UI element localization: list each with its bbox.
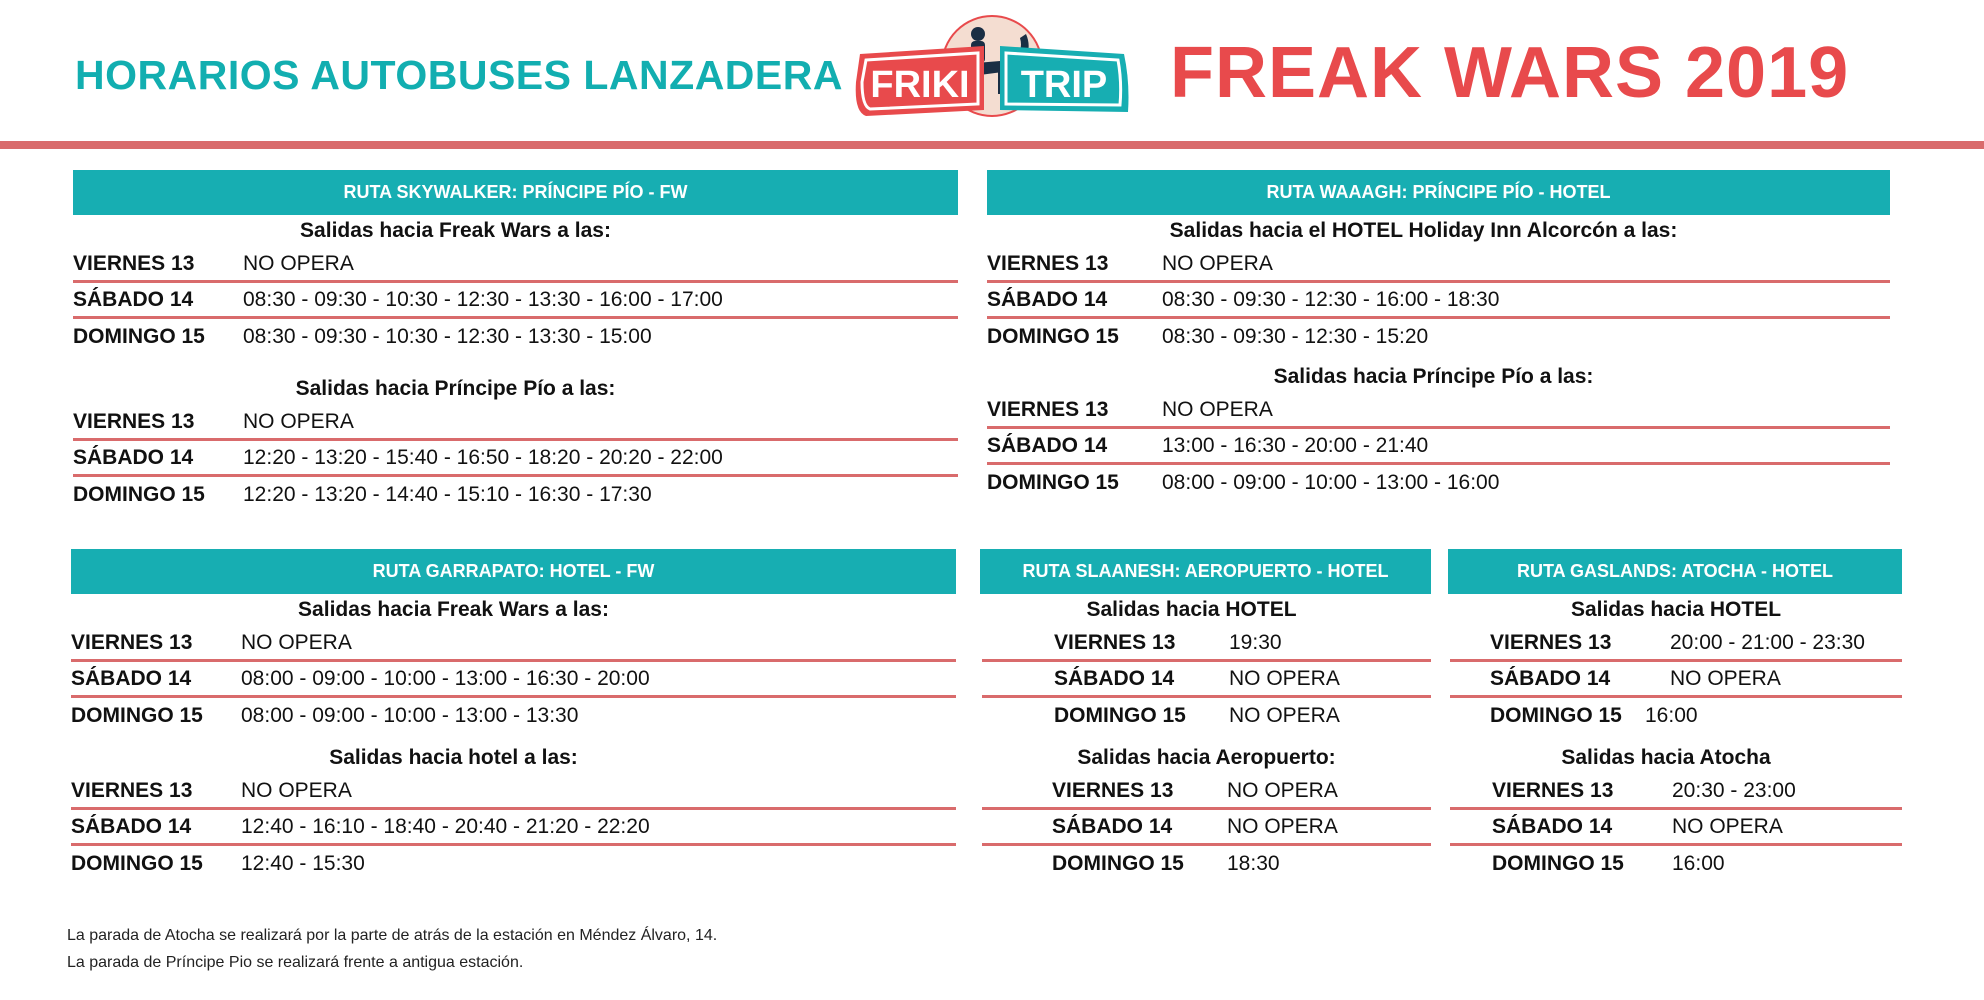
schedule-row: [1450, 626, 1902, 662]
times-value: 08:30 - 09:30 - 10:30 - 12:30 - 13:30 - 15:00: [243, 325, 652, 348]
schedule-row: [982, 846, 1431, 882]
day-label: DOMINGO 15: [1492, 852, 1624, 875]
times-value: NO OPERA: [243, 251, 354, 275]
section-heading: Salidas hacia Príncipe Pío a las:: [295, 377, 616, 400]
schedule-row: [982, 626, 1431, 662]
times-value: NO OPERA: [1162, 397, 1273, 421]
section-outbound: [71, 594, 956, 734]
schedule-row: [982, 774, 1431, 810]
times-value: 20:00 - 21:00 - 23:30: [1670, 630, 1865, 654]
section-return: [987, 361, 1890, 501]
day-label: SÁBADO 14: [1490, 666, 1611, 690]
day-label: VIERNES 13: [1054, 630, 1176, 654]
times-value: NO OPERA: [1227, 814, 1338, 838]
times-value: 12:40 - 16:10 - 18:40 - 20:40 - 21:20 - 22:20: [241, 814, 650, 838]
day-label: SÁBADO 14: [73, 445, 194, 469]
schedule-row: [73, 283, 958, 319]
times-value: NO OPERA: [1162, 251, 1273, 275]
times-value: NO OPERA: [241, 778, 352, 802]
section-return: [980, 742, 1431, 882]
section-heading: Salidas hacia HOTEL: [1086, 598, 1297, 621]
day-label: DOMINGO 15: [987, 325, 1119, 348]
schedule-row: [71, 626, 956, 662]
day-label: DOMINGO 15: [1490, 704, 1622, 727]
times-value: 20:30 - 23:00: [1672, 778, 1796, 802]
schedule-row: [982, 698, 1431, 734]
header-divider: [0, 141, 1984, 149]
section-heading: Salidas hacia Freak Wars a las:: [300, 219, 611, 242]
times-value: 18:30: [1227, 852, 1280, 875]
day-label: VIERNES 13: [1490, 630, 1612, 654]
times-value: 12:20 - 13:20 - 14:40 - 15:10 - 16:30 - 17:30: [243, 483, 652, 506]
times-value: 12:40 - 15:30: [241, 852, 365, 875]
section-heading: Salidas hacia Atocha: [1561, 746, 1771, 769]
day-label: DOMINGO 15: [71, 704, 203, 727]
day-label: SÁBADO 14: [987, 433, 1108, 457]
schedule-row: [1450, 774, 1902, 810]
section-heading: Salidas hacia Freak Wars a las:: [298, 598, 609, 621]
schedule-row: [71, 774, 956, 810]
times-value: 08:30 - 09:30 - 12:30 - 16:00 - 18:30: [1162, 287, 1500, 311]
day-label: DOMINGO 15: [73, 483, 205, 506]
schedule-row: [1450, 810, 1902, 846]
section-return: [71, 742, 956, 882]
card-title: RUTA WAAAGH: PRÍNCIPE PÍO - HOTEL: [987, 170, 1890, 215]
section-outbound: [980, 594, 1431, 734]
section-outbound: [987, 215, 1890, 355]
logo-text-left: FRIKI: [870, 64, 970, 106]
times-value: 08:00 - 09:00 - 10:00 - 13:00 - 16:00: [1162, 471, 1500, 494]
day-label: SÁBADO 14: [1052, 814, 1173, 838]
section-heading: Salidas hacia el HOTEL Holiday Inn Alcorcón a las:: [1169, 219, 1678, 242]
schedule-row: [987, 283, 1890, 319]
times-value: 12:20 - 13:20 - 15:40 - 16:50 - 18:20 - 20:20 - 22:00: [243, 445, 723, 469]
frikitrip-logo: [852, 12, 1132, 120]
day-label: DOMINGO 15: [73, 325, 205, 348]
times-value: 08:00 - 09:00 - 10:00 - 13:00 - 13:30: [241, 704, 579, 727]
schedule-row: [73, 405, 958, 441]
card-waaagh: [987, 170, 1890, 501]
day-label: SÁBADO 14: [987, 287, 1108, 311]
section-return: [1448, 742, 1902, 882]
times-value: 08:30 - 09:30 - 12:30 - 15:20: [1162, 325, 1429, 348]
day-label: VIERNES 13: [73, 251, 195, 275]
times-value: 16:00: [1672, 852, 1725, 875]
section-heading: Salidas hacia hotel a las:: [329, 746, 578, 769]
schedule-row: [987, 429, 1890, 465]
day-label: VIERNES 13: [987, 251, 1109, 275]
day-label: DOMINGO 15: [987, 471, 1119, 494]
day-label: DOMINGO 15: [1054, 704, 1186, 727]
card-title: RUTA SKYWALKER: PRÍNCIPE PÍO - FW: [73, 170, 958, 215]
schedule-row: [71, 698, 956, 734]
day-label: VIERNES 13: [73, 409, 195, 433]
day-label: SÁBADO 14: [1054, 666, 1175, 690]
day-label: VIERNES 13: [987, 397, 1109, 421]
times-value: 16:00: [1645, 704, 1698, 727]
times-value: NO OPERA: [1670, 666, 1781, 690]
card-garrapato: [71, 549, 956, 882]
section-heading: Salidas hacia Príncipe Pío a las:: [1273, 365, 1594, 388]
day-label: SÁBADO 14: [73, 287, 194, 311]
times-value: 19:30: [1229, 630, 1282, 654]
times-value: NO OPERA: [241, 630, 352, 654]
schedule-row: [982, 810, 1431, 846]
footer-note-principe-pio: La parada de Príncipe Pio se realizará frente a antigua estación.: [67, 954, 524, 971]
card-title: RUTA SLAANESH: AEROPUERTO - HOTEL: [980, 549, 1431, 594]
times-value: NO OPERA: [1229, 704, 1340, 727]
header-right-title: FREAK WARS 2019: [1170, 33, 1850, 113]
times-value: 13:00 - 16:30 - 20:00 - 21:40: [1162, 433, 1429, 457]
times-value: 08:30 - 09:30 - 10:30 - 12:30 - 13:30 - 16:00 - 17:00: [243, 287, 723, 311]
card-skywalker: [73, 170, 958, 513]
times-value: NO OPERA: [1229, 666, 1340, 690]
schedule-row: [73, 477, 958, 513]
schedule-row: [982, 662, 1431, 698]
schedule-row: [987, 247, 1890, 283]
schedule-row: [987, 465, 1890, 501]
times-value: 08:00 - 09:00 - 10:00 - 13:00 - 16:30 - 20:00: [241, 666, 650, 690]
day-label: VIERNES 13: [71, 778, 193, 802]
schedule-row: [987, 319, 1890, 355]
day-label: VIERNES 13: [71, 630, 193, 654]
schedule-row: [73, 247, 958, 283]
schedule-row: [73, 441, 958, 477]
section-return: [73, 373, 958, 513]
card-title: RUTA GASLANDS: ATOCHA - HOTEL: [1448, 549, 1902, 594]
day-label: SÁBADO 14: [71, 666, 192, 690]
day-label: DOMINGO 15: [71, 852, 203, 875]
header-left-title: HORARIOS AUTOBUSES LANZADERA: [75, 52, 843, 98]
footer-note-atocha: La parada de Atocha se realizará por la parte de atrás de la estación en Méndez Álvaro, 14.: [67, 927, 718, 944]
schedule-row: [71, 810, 956, 846]
card-slaanesh: [980, 549, 1431, 882]
schedule-row: [71, 846, 956, 882]
times-value: NO OPERA: [1672, 814, 1783, 838]
logo-text-right: TRIP: [1020, 64, 1108, 106]
schedule-row: [71, 662, 956, 698]
section-outbound: [73, 215, 958, 355]
day-label: DOMINGO 15: [1052, 852, 1184, 875]
times-value: NO OPERA: [1227, 778, 1338, 802]
schedule-row: [73, 319, 958, 355]
card-gaslands: [1448, 549, 1902, 882]
schedule-row: [987, 393, 1890, 429]
day-label: VIERNES 13: [1492, 778, 1614, 802]
section-heading: Salidas hacia Aeropuerto:: [1077, 746, 1336, 769]
section-heading: Salidas hacia HOTEL: [1570, 598, 1782, 621]
schedule-row: [1450, 698, 1902, 734]
schedule-row: [1450, 662, 1902, 698]
day-label: SÁBADO 14: [71, 814, 192, 838]
day-label: VIERNES 13: [1052, 778, 1174, 802]
section-outbound: [1448, 594, 1902, 734]
card-title: RUTA GARRAPATO: HOTEL - FW: [71, 549, 956, 594]
footer-notes: [67, 922, 717, 976]
schedule-row: [1450, 846, 1902, 882]
times-value: NO OPERA: [243, 409, 354, 433]
day-label: SÁBADO 14: [1492, 814, 1613, 838]
